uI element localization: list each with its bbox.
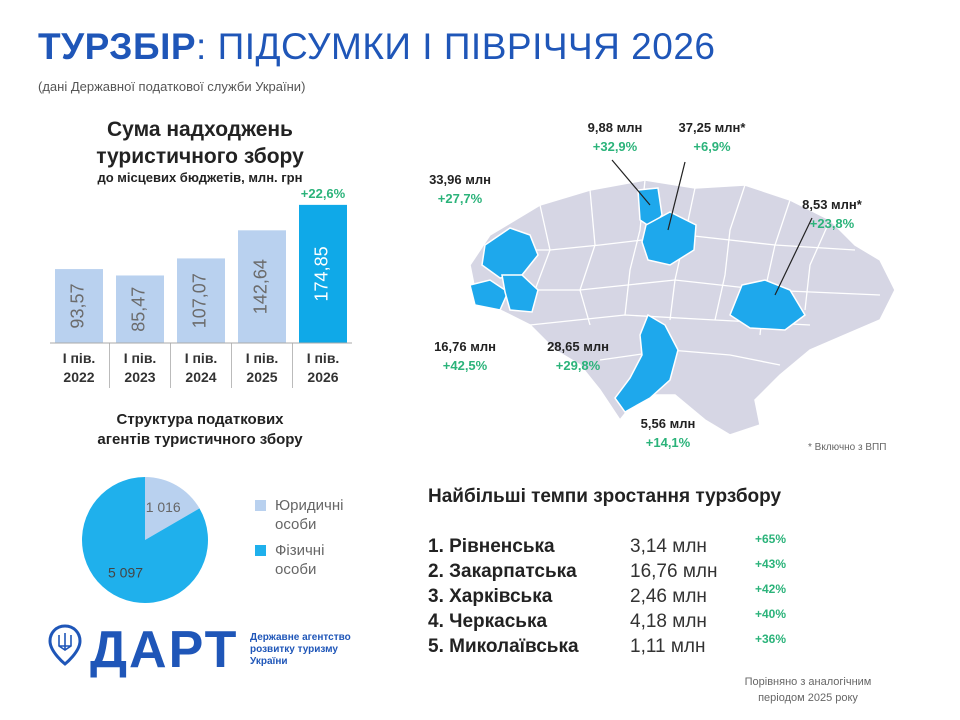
- trident-pin-icon: [48, 624, 82, 666]
- legend-label: Фізичні особи: [275, 542, 325, 578]
- growth-region: 3. Харківська: [428, 586, 553, 607]
- bar-chart-subtitle: до місцевих бюджетів, млн. грн: [97, 170, 303, 185]
- pie-title-line: Структура податкових: [116, 411, 284, 428]
- x-tick-label: 2024: [185, 369, 217, 385]
- map-label-kharkiv: 8,53 млн* +23,8%: [802, 197, 862, 231]
- growth-region: 4. Черкаська: [428, 611, 548, 632]
- comparison-note: [718, 674, 898, 706]
- growth-region: 5. Миколаївська: [428, 636, 579, 657]
- pie-value-label: 5 097: [107, 564, 144, 581]
- x-tick-label: І пів.: [306, 350, 340, 366]
- title-rest: : ПІДСУМКИ І ПІВРІЧЧЯ 2026: [196, 26, 716, 67]
- pie-chart: [70, 465, 220, 615]
- page-title: [38, 26, 715, 68]
- growth-value: 1,11 млн: [630, 636, 706, 657]
- x-tick-label: 2022: [63, 369, 95, 385]
- growth-annotation: +22,6%: [300, 185, 346, 201]
- ukraine-map: [460, 150, 900, 440]
- pie-value-label: 1 016: [145, 499, 181, 516]
- growth-value: 2,46 млн: [630, 586, 707, 607]
- x-tick-label: 2026: [307, 369, 339, 385]
- bar-value-label: 174,85: [311, 246, 332, 302]
- agency-name: Державне агентство розвитку туризму України: [250, 632, 351, 667]
- pie-title-line: агентів туристичного збору: [97, 431, 303, 448]
- x-tick-label: І пів.: [245, 350, 279, 366]
- note-line: періодом 2025 року: [758, 692, 858, 704]
- growth-pct: +36%: [755, 632, 787, 646]
- x-tick-label: І пів.: [62, 350, 96, 366]
- map-label-volyn: 9,88 млн +32,9%: [587, 120, 643, 154]
- x-tick-label: 2025: [246, 369, 278, 385]
- title-bold: ТУРЗБІР: [38, 26, 197, 67]
- map-label-ivano-frankivsk: 28,65 млн +29,8%: [547, 339, 609, 373]
- growth-pct: +43%: [755, 557, 787, 571]
- x-tick-label: І пів.: [184, 350, 218, 366]
- bar-value-label: 93,57: [67, 283, 88, 329]
- legend-item-legal: [255, 496, 385, 536]
- map-label-odesa: 5,56 млн +14,1%: [640, 416, 696, 450]
- logo-text: ДАРТ: [90, 621, 239, 679]
- map-label-kyiv: 37,25 млн* +6,9%: [678, 120, 746, 154]
- x-tick-label: І пів.: [123, 350, 157, 366]
- growth-title: Найбільші темпи зростання турзбору: [428, 486, 782, 507]
- bar-chart: [40, 180, 370, 395]
- bar-chart-title: Сума надходжень туристичного збору: [96, 118, 304, 168]
- growth-pct: +42%: [755, 582, 787, 596]
- map-label-lviv: 33,96 млн +27,7%: [429, 172, 491, 206]
- legend-label: Юридичні особи: [275, 497, 344, 533]
- map-footnote: * Включно з ВПП: [808, 442, 887, 453]
- bar-value-label: 85,47: [128, 286, 149, 332]
- growth-region: 1. Рівненська: [428, 536, 555, 557]
- growth-row: [428, 632, 828, 660]
- growth-value: 16,76 млн: [630, 561, 718, 582]
- note-line: Порівняно з аналогічним: [744, 676, 872, 688]
- growth-region: 2. Закарпатська: [428, 561, 577, 582]
- growth-value: 4,18 млн: [630, 611, 707, 632]
- legend-item-individual: [255, 541, 385, 581]
- bar-value-label: 107,07: [189, 273, 210, 329]
- pie-chart-title: [40, 410, 360, 450]
- bar-value-label: 142,64: [250, 259, 271, 315]
- growth-value: 3,14 млн: [630, 536, 707, 557]
- bar-chart-title-block: [60, 116, 340, 186]
- legend-swatch: [255, 500, 266, 511]
- growth-pct: +65%: [755, 532, 787, 546]
- growth-pct: +40%: [755, 607, 787, 621]
- x-tick-label: 2023: [124, 369, 156, 385]
- map-label-zakarpattia: 16,76 млн +42,5%: [434, 339, 496, 373]
- legend-swatch: [255, 545, 266, 556]
- page-subtitle: (дані Державної податкової служби України): [38, 79, 306, 94]
